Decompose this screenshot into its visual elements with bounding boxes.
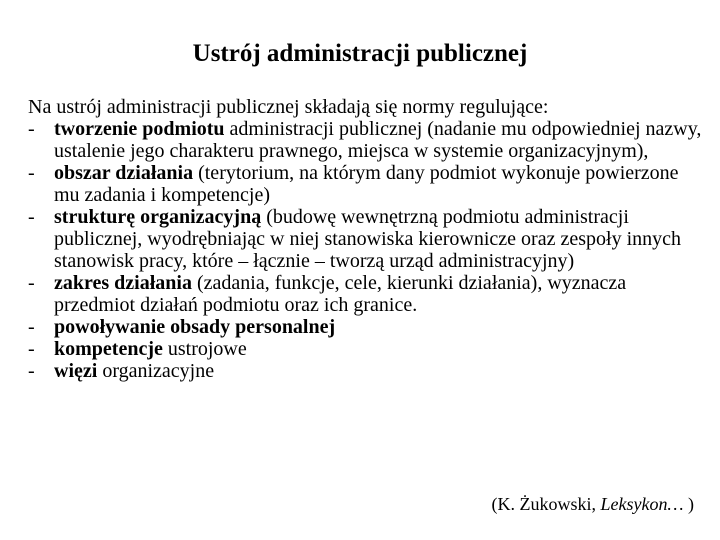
item-bold-term: powoływanie obsady personalnej	[54, 316, 336, 338]
item-bold-term: kompetencje	[54, 338, 163, 360]
bullet-dash: -	[28, 316, 35, 338]
list-item	[28, 206, 708, 272]
list-item	[28, 118, 708, 162]
list-item	[28, 316, 708, 338]
item-description: (budowę wewnętrzną podmiotu administracji publicznej, wyodrębniając w niej stanowiska kierownicze oraz zespoły innych stanowisk pracy, które – łącznie – tworzą urząd administracyjny)	[54, 206, 682, 272]
bullet-dash: -	[28, 338, 35, 360]
item-bold-term: tworzenie podmiotu	[54, 118, 225, 140]
item-bold-term: więzi	[54, 360, 98, 382]
item-bold-term: obszar działania	[54, 162, 194, 184]
bullet-dash: -	[28, 118, 35, 140]
bullet-dash: -	[28, 206, 35, 228]
item-bold-term: zakres działania	[54, 272, 192, 294]
item-bold-term: strukturę organizacyjną	[54, 206, 262, 228]
bullet-dash: -	[28, 272, 35, 294]
norms-list	[28, 118, 708, 382]
citation	[492, 493, 694, 515]
list-item	[28, 162, 708, 206]
slide-title: Ustrój administracji publicznej	[192, 40, 528, 67]
item-description: (terytorium, na którym dany podmiot wykonuje powierzone mu zadania i kompetencje)	[54, 162, 679, 206]
list-item	[28, 338, 708, 360]
citation-prefix: (K. Żukowski,	[491, 494, 601, 514]
item-description: (zadania, funkcje, cele, kierunki działania), wyznacza przedmiot działań podmiotu oraz ich granice.	[54, 272, 627, 316]
item-description: organizacyjne	[97, 360, 215, 382]
citation-suffix: )	[683, 494, 694, 514]
intro-text: Na ustrój administracji publicznej składają się normy regulujące:	[28, 96, 549, 118]
list-item	[28, 360, 708, 382]
item-description: ustrojowe	[162, 338, 247, 360]
item-description: administracji publicznej (nadanie mu odpowiedniej nazwy, ustalenie jego charakteru prawnego, miejsca w systemie organizacyjnym),	[54, 118, 702, 162]
citation-title: Leksykon…	[600, 494, 684, 514]
bullet-dash: -	[28, 360, 35, 382]
bullet-dash: -	[28, 162, 35, 184]
list-item	[28, 272, 708, 316]
